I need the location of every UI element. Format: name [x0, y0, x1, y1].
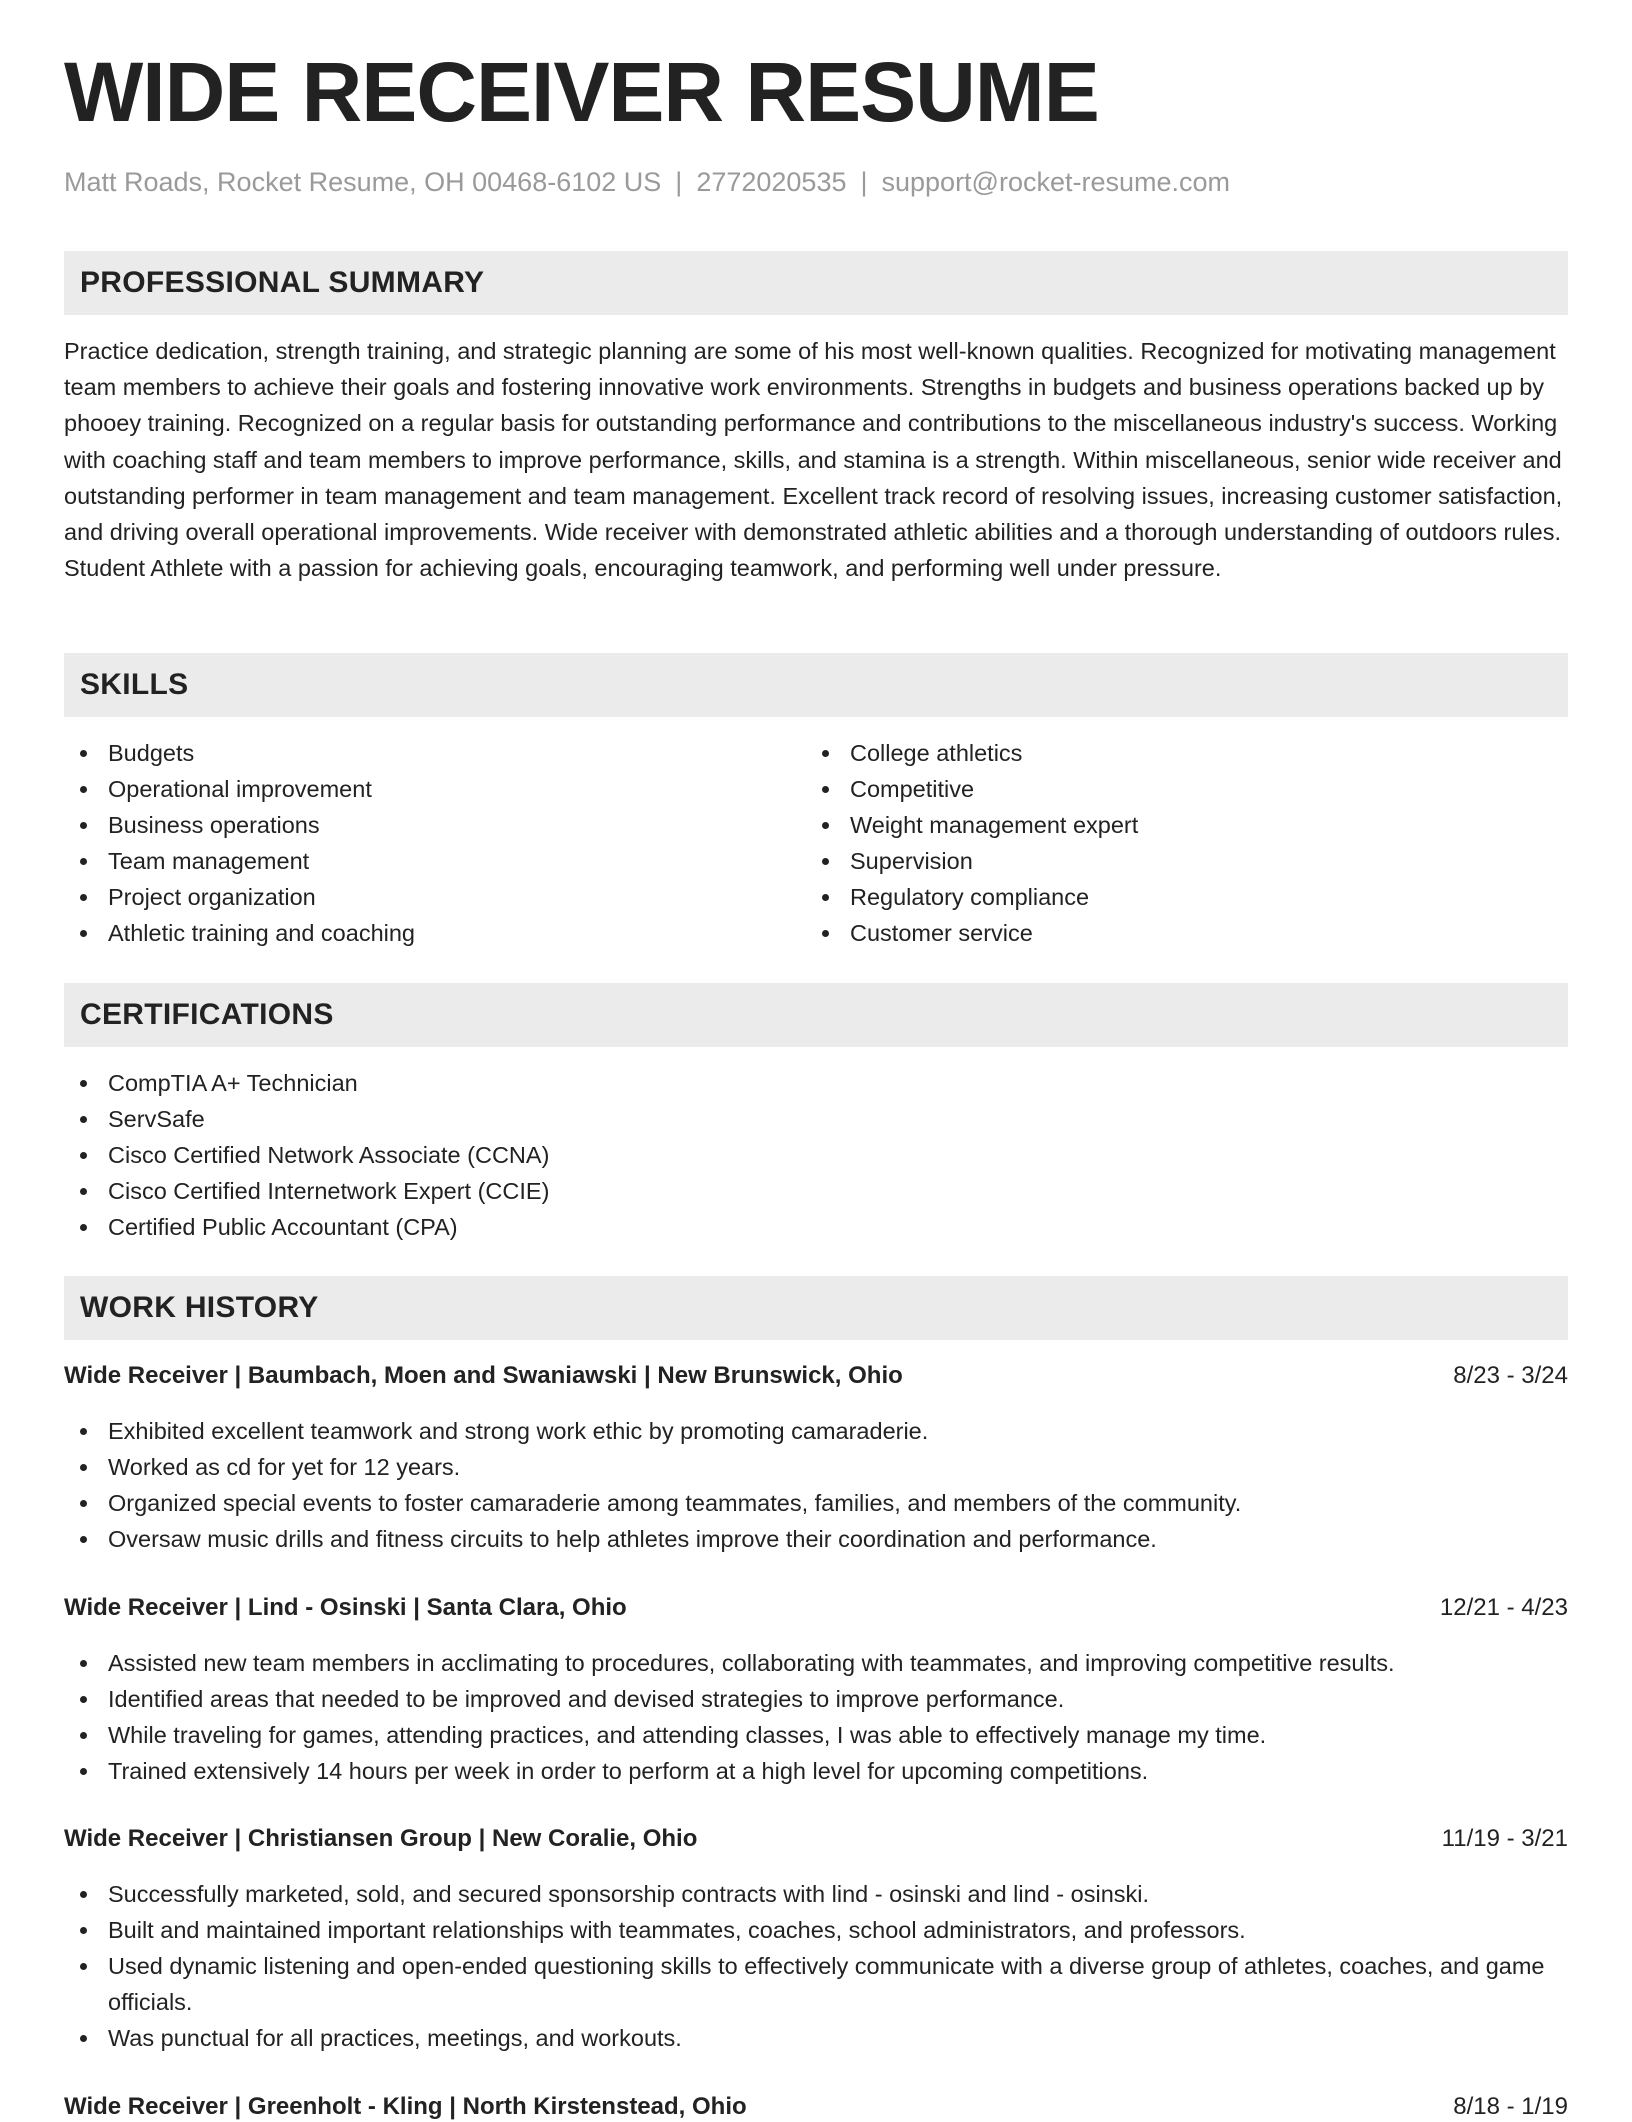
- list-item: Budgets: [64, 735, 804, 771]
- list-item: Identified areas that needed to be improved and devised strategies to improve performance.: [64, 1681, 1568, 1717]
- job-dates: 8/23 - 3/24: [1453, 1362, 1568, 1389]
- job-title: Wide Receiver | Baumbach, Moen and Swaniawski | New Brunswick, Ohio: [64, 1362, 903, 1389]
- list-item: Team management: [64, 843, 804, 879]
- work-history-section-header: [64, 1276, 1568, 1340]
- job-header: [64, 1361, 1568, 1391]
- skills-list-right: [806, 735, 1546, 951]
- job-header: [64, 1593, 1568, 1623]
- job-dates: 8/18 - 1/19: [1453, 2093, 1568, 2120]
- list-item: Assisted new team members in acclimating to procedures, collaborating with teammates, and improving competitive results.: [64, 1645, 1568, 1681]
- certifications-section-header: [64, 983, 1568, 1047]
- list-item: Exhibited excellent teamwork and strong work ethic by promoting camaraderie.: [64, 1413, 1568, 1449]
- list-item: Used dynamic listening and open-ended questioning skills to effectively communicate with a diverse group of athletes, coaches, and game officials.: [64, 1948, 1568, 2020]
- summary-text: Practice dedication, strength training, and strategic planning are some of his most well-known qualities. Recognized for motivating management team members to achieve their goals and fostering innovative work environments. Strengths in budgets and business operations backed up by phooey training. Recognized on a regular basis for outstanding performance and contributions to the miscellaneous industry's success. Working with coaching staff and team members to improve performance, skills, and stamina is a strength. Within miscellaneous, senior wide receiver and outstanding performer in team management and team management. Excellent track record of resolving issues, increasing customer satisfaction, and driving overall operational improvements. Wide receiver with demonstrated athletic abilities and a thorough understanding of outdoors rules. Student Athlete with a passion for achieving goals, encouraging teamwork, and performing well under pressure.: [64, 338, 1563, 582]
- list-item: Athletic training and coaching: [64, 915, 804, 951]
- list-item: Built and maintained important relationships with teammates, coaches, school administrators, and professors.: [64, 1912, 1568, 1948]
- certifications-heading: CERTIFICATIONS: [80, 998, 334, 1031]
- skills-heading: SKILLS: [80, 668, 189, 701]
- list-item: Organized special events to foster camaraderie among teammates, families, and members of the community.: [64, 1485, 1568, 1521]
- contact-line: [64, 166, 1230, 198]
- job-title: Wide Receiver | Christiansen Group | New Coralie, Ohio: [64, 1825, 698, 1852]
- contact-separator: |: [860, 167, 868, 197]
- contact-separator: |: [675, 167, 683, 197]
- job-bullets: [64, 1645, 1568, 1789]
- list-item: Certified Public Accountant (CPA): [64, 1209, 1568, 1245]
- list-item: While traveling for games, attending practices, and attending classes, I was able to effectively manage my time.: [64, 1717, 1568, 1753]
- list-item: Trained extensively 14 hours per week in order to perform at a high level for upcoming competitions.: [64, 1753, 1568, 1789]
- skills-list-left: [64, 735, 804, 951]
- job-header: [64, 2092, 1568, 2122]
- list-item: Supervision: [806, 843, 1546, 879]
- summary-heading: PROFESSIONAL SUMMARY: [80, 266, 485, 299]
- list-item: Cisco Certified Internetwork Expert (CCIE): [64, 1173, 1568, 1209]
- skills-section-header: [64, 653, 1568, 717]
- list-item: Successfully marketed, sold, and secured sponsorship contracts with lind - osinski and lind - osinski.: [64, 1876, 1568, 1912]
- list-item: Regulatory compliance: [806, 879, 1546, 915]
- list-item: Weight management expert: [806, 807, 1546, 843]
- job-title: Wide Receiver | Lind - Osinski | Santa Clara, Ohio: [64, 1594, 627, 1621]
- job-dates: 11/19 - 3/21: [1441, 1825, 1568, 1852]
- list-item: Cisco Certified Network Associate (CCNA): [64, 1137, 1568, 1173]
- list-item: CompTIA A+ Technician: [64, 1065, 1568, 1101]
- list-item: College athletics: [806, 735, 1546, 771]
- page-title: WIDE RECEIVER RESUME: [64, 45, 1099, 139]
- work-history-heading: WORK HISTORY: [80, 1291, 319, 1324]
- list-item: Customer service: [806, 915, 1546, 951]
- job-bullets: [64, 1413, 1568, 1557]
- list-item: Operational improvement: [64, 771, 804, 807]
- list-item: Competitive: [806, 771, 1546, 807]
- job-header: [64, 1824, 1568, 1854]
- list-item: Project organization: [64, 879, 804, 915]
- certifications-list: [64, 1065, 1568, 1245]
- list-item: ServSafe: [64, 1101, 1568, 1137]
- list-item: Worked as cd for yet for 12 years.: [64, 1449, 1568, 1485]
- job-title: Wide Receiver | Greenholt - Kling | North Kirstenstead, Ohio: [64, 2093, 747, 2120]
- list-item: Oversaw music drills and fitness circuits to help athletes improve their coordination and performance.: [64, 1521, 1568, 1557]
- job-bullets: [64, 1876, 1568, 2056]
- summary-section-header: [64, 251, 1568, 315]
- list-item: Business operations: [64, 807, 804, 843]
- contact-phone: 2772020535: [696, 167, 847, 197]
- contact-address: Matt Roads, Rocket Resume, OH 00468-6102 US: [64, 167, 662, 197]
- contact-email: support@rocket-resume.com: [881, 167, 1231, 197]
- job-dates: 12/21 - 4/23: [1439, 1594, 1568, 1621]
- list-item: Was punctual for all practices, meetings, and workouts.: [64, 2020, 1568, 2056]
